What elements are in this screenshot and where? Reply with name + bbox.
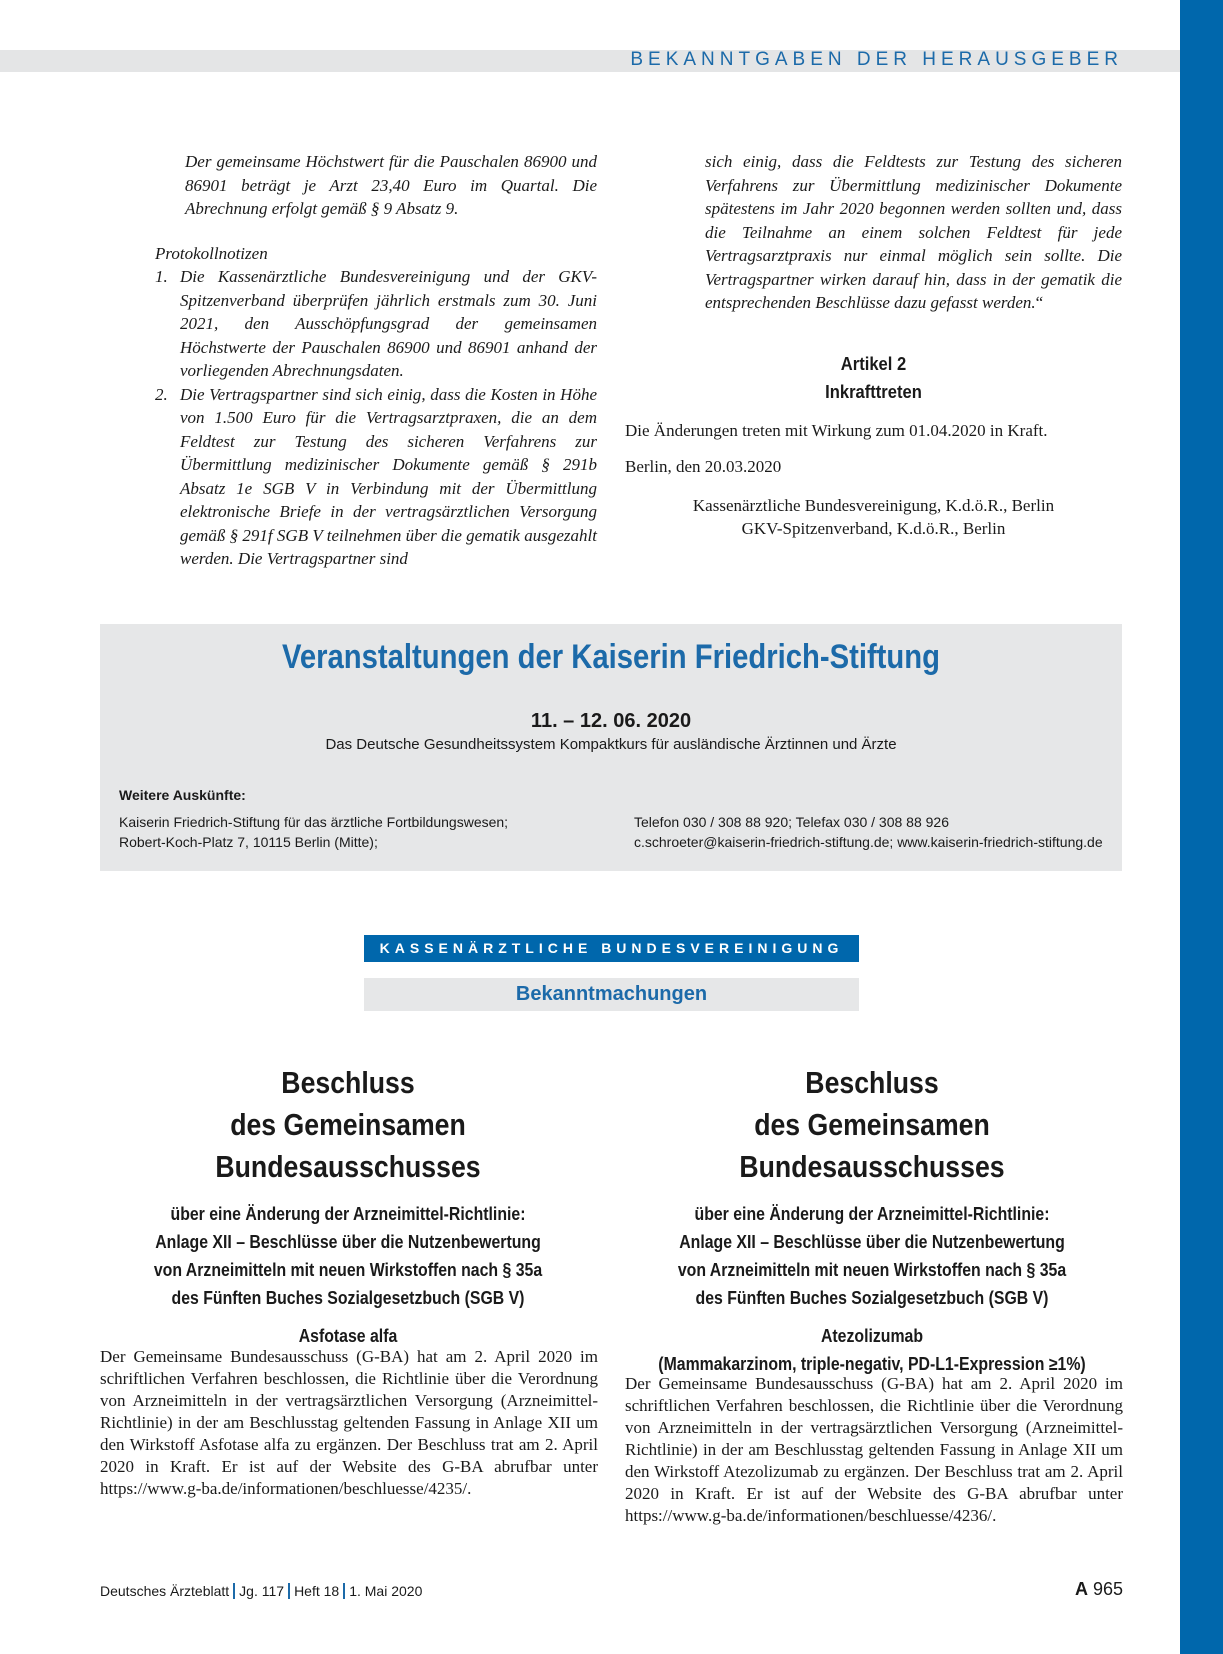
subtitle-line: über eine Änderung der Arzneimittel-Richtlinie:: [170, 1204, 526, 1224]
separator: [288, 1583, 290, 1599]
beschluss-right-body: Der Gemeinsame Bundesausschuss (G-BA) hat am 2. April 2020 im schriftlichen Verfahren beschlossen, die Richtlinie über die Verordnung von Arzneimitteln in der vertragsärztlichen Versorgung (Arzneimittel-Richtlinie) in der am Beschlusstag geltenden Fassung in Anlage XII um den Wirkstoff Atezolizumab zu ergänzen. Der Beschluss trat am 2. April 2020 in Kraft. Er ist auf der Website des G-BA abrufbar unter https://www.g-ba.de/informationen/beschluesse/4236/.: [625, 1374, 1123, 1525]
substance-name: Asfotase alfa: [298, 1326, 398, 1346]
substance-name: [652, 1322, 1092, 1378]
edge-color-bar: [1180, 0, 1223, 1654]
list-item-text: Die Vertragspartner sind sich einig, dass die Kosten in Höhe von 1.500 Euro für die Vertragsarztpraxen, die an dem Feldtest zur Testung des sicheren Verfahrens zur Übermittlung medizinischer Dokumente gemäß § 291b Absatz 1e SGB V in Verbindung mit der Übermittlung elektronische Briefe in der vertragsärztlichen Versorgung gemäß § 291f SGB V teilnehmen über die gematik ausgezahlt werden. Die Vertragspartner sind: [180, 384, 597, 568]
beschluss-left-body: Der Gemeinsame Bundesausschuss (G-BA) hat am 2. April 2020 im schriftlichen Verfahren beschlossen, die Richtlinie über die Verordnung von Arzneimitteln in der vertragsärztlichen Versorgung (Arzneimittel-Richtlinie) in der am Beschlusstag geltenden Fassung in Anlage XII um den Wirkstoff Asfotase alfa zu ergänzen. Der Beschluss trat am 2. April 2020 in Kraft. Er ist auf der Website des G-BA abrufbar unter https://www.g-ba.de/informationen/beschluesse/4235/.: [100, 1347, 598, 1498]
beschluss-title: [133, 1062, 563, 1188]
contact-email-web[interactable]: c.schroeter@kaiserin-friedrich-stiftung.de; www.kaiserin-friedrich-stiftung.de: [634, 834, 1103, 850]
kbv-band: KASSENÄRZTLICHE BUNDESVEREINIGUNG: [364, 935, 859, 962]
subtitle-line: Anlage XII – Beschlüsse über die Nutzenbewertung: [155, 1232, 541, 1252]
footer-citation: [100, 1583, 422, 1599]
address-line: Robert-Koch-Platz 7, 10115 Berlin (Mitte);: [119, 834, 378, 850]
left-column: [155, 150, 597, 571]
title-line: Beschluss: [805, 1065, 939, 1100]
event-info-heading: Weitere Auskünfte:: [119, 787, 246, 803]
subtitle-line: des Fünften Buches Sozialgesetzbuch (SGB V): [695, 1288, 1049, 1308]
event-address: [119, 812, 508, 852]
beschluss-title: [657, 1062, 1087, 1188]
beschluss-subtitle: [652, 1200, 1092, 1312]
separator: [233, 1583, 235, 1599]
event-date: 11. – 12. 06. 2020: [530, 710, 692, 732]
list-item: [155, 383, 597, 571]
title-line: Beschluss: [281, 1065, 415, 1100]
subtitle-line: des Fünften Buches Sozialgesetzbuch (SGB V): [171, 1288, 525, 1308]
title-line: des Gemeinsamen Bundesausschusses: [215, 1107, 481, 1184]
right-column: [625, 150, 1122, 541]
page-number: [1075, 1579, 1123, 1600]
list-item: [155, 265, 597, 383]
event-box: [100, 624, 1122, 871]
artikel-title: Inkrafttreten: [825, 381, 922, 402]
list-number: 1.: [155, 267, 168, 286]
address-line: Kaiserin Friedrich-Stiftung für das ärztliche Fortbildungswesen;: [119, 814, 509, 830]
subtitle-line: von Arzneimitteln mit neuen Wirkstoffen nach § 35a: [153, 1260, 543, 1280]
journal-name: Deutsches Ärzteblatt: [100, 1583, 230, 1599]
subtitle-line: Anlage XII – Beschlüsse über die Nutzenbewertung: [679, 1232, 1065, 1252]
substance-detail: (Mammakarzinom, triple-negativ, PD-L1-Expression ≥1%): [658, 1354, 1086, 1374]
substance-line: Atezolizumab: [820, 1326, 924, 1346]
page-number-value: 965: [1092, 1579, 1123, 1599]
event-description: Das Deutsche Gesundheitssystem Kompaktkurs für ausländische Ärztinnen und Ärzte: [325, 736, 897, 753]
title-line: des Gemeinsamen Bundesausschusses: [739, 1107, 1005, 1184]
subtitle-line: von Arzneimitteln mit neuen Wirkstoffen nach § 35a: [677, 1260, 1067, 1280]
protokoll-heading: Protokollnotizen: [155, 243, 268, 263]
beschluss-left-heading: [98, 1062, 598, 1350]
signatory: Kassenärztliche Bundesvereinigung, K.d.ö.R., Berlin: [692, 495, 1055, 515]
quote-continuation: [625, 150, 1122, 315]
signatory: GKV-Spitzenverband, K.d.ö.R., Berlin: [741, 519, 1006, 538]
list-number: 2.: [155, 384, 168, 404]
quote-paragraph: Der gemeinsame Höchstwert für die Pauschalen 86900 und 86901 beträgt je Arzt 23,40 Euro im Quartal. Die Abrechnung erfolgt gemäß § 9 Absatz 9.: [185, 152, 597, 218]
effective-date-text: Die Änderungen treten mit Wirkung zum 01.04.2020 in Kraft.: [625, 420, 1048, 440]
protokoll-list: [155, 265, 597, 571]
event-contact: [634, 812, 1103, 852]
bekanntmachungen-band: Bekanntmachungen: [364, 978, 859, 1011]
artikel-heading: [645, 350, 1102, 406]
beschluss-right-heading: [622, 1062, 1122, 1378]
contact-phone: Telefon 030 / 308 88 920; Telefax 030 / 308 88 926: [634, 814, 949, 830]
issue-date: 1. Mai 2020: [349, 1583, 423, 1599]
page-prefix: A: [1074, 1579, 1088, 1599]
artikel-number: Artikel 2: [840, 353, 907, 374]
closing-quote-mark: “: [1035, 293, 1044, 312]
quote-continuation-text: sich einig, dass die Feldtests zur Testung des sicheren Verfahrens zur Übermittlung medizinischer Dokumente spätestens im Jahr 2020 begonnen werden sollten und, dass die Teilnahme an einem solchen Feldtest für jede Vertragsarztpraxis nur einmal möglich sein sollte. Die Vertragspartner wirken darauf hin, dass in der gematik die entsprechenden Beschlüsse dazu gefasst werden.: [705, 152, 1122, 312]
event-title: Veranstaltungen der Kaiserin Friedrich-Stiftung: [281, 638, 941, 676]
separator: [343, 1583, 345, 1599]
signatories: [625, 494, 1122, 541]
list-item-text: Die Kassenärztliche Bundesvereinigung und der GKV-Spitzenverband überprüfen jährlich erstmals zum 30. Juni 2021, den Ausschöpfungsgrad der gemeinsamen Höchstwerte der Pauschalen 86900 und 86901 anhand der vorliegenden Abrechnungsdaten.: [180, 267, 597, 380]
volume: Jg. 117: [239, 1583, 285, 1599]
issue: Heft 18: [294, 1583, 340, 1599]
section-title: BEKANNTGABEN DER HERAUSGEBER: [630, 49, 1123, 70]
subtitle-line: über eine Änderung der Arzneimittel-Richtlinie:: [694, 1204, 1050, 1224]
beschluss-subtitle: [128, 1200, 568, 1312]
place-date: Berlin, den 20.03.2020: [625, 457, 782, 476]
